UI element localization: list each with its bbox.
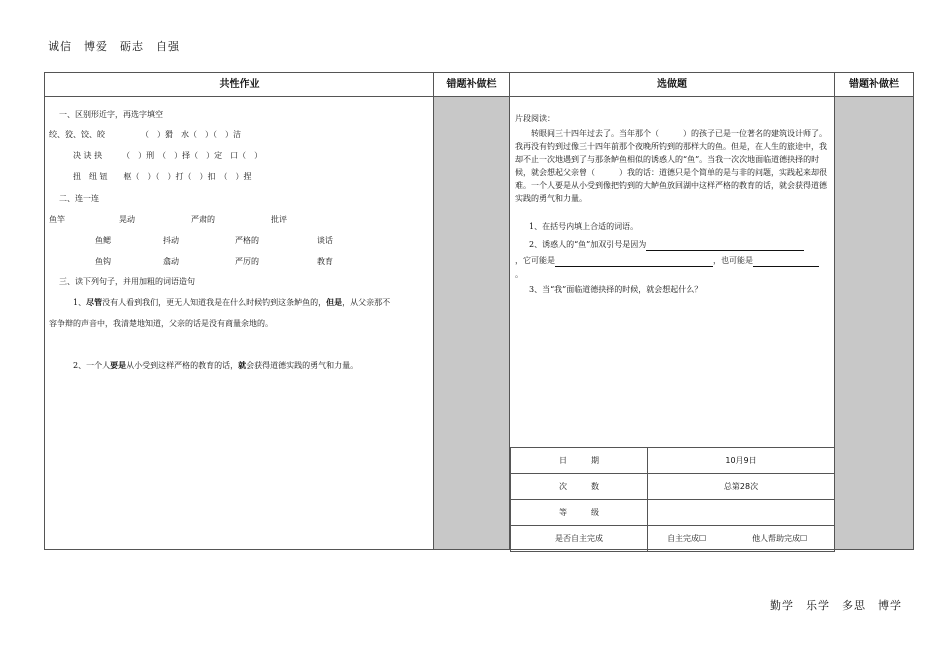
match-word: 翕动 bbox=[163, 257, 179, 266]
header-error-fix-1: 错题补做栏 bbox=[434, 73, 509, 97]
divider bbox=[433, 73, 434, 549]
header-error-fix-2: 错题补做栏 bbox=[835, 73, 913, 97]
exercise-1-row-1: 绞、狡、饺、皎 （ ）猾 水（ ）（ ）洁 bbox=[49, 130, 241, 139]
match-word: 严肃的 bbox=[191, 215, 215, 224]
section-3-title: 三、读下列句子，并用加粗的词语造句 bbox=[59, 277, 195, 286]
match-word: 谈话 bbox=[317, 236, 333, 245]
table-row bbox=[511, 526, 835, 552]
worksheet-frame bbox=[44, 72, 914, 550]
self-complete-label: 是否自主完成 bbox=[511, 526, 648, 552]
match-word: 严厉的 bbox=[235, 257, 259, 266]
grade-label: 等 级 bbox=[511, 500, 648, 526]
exercise-1-row-3: 扭 纽 钮 枢（ ）（ ）打（ ）扣 （ ）捏 bbox=[73, 172, 252, 181]
answer-blank[interactable] bbox=[646, 241, 804, 251]
reading-question-3: 3、当“我”面临道德抉择的时候，就会想起什么？ bbox=[529, 285, 703, 294]
table-row bbox=[511, 474, 835, 500]
helped-complete-checkbox[interactable]: 他人帮助完成☐ bbox=[725, 526, 834, 552]
match-word: 鱼竿 bbox=[49, 215, 65, 224]
answer-blank[interactable] bbox=[753, 257, 819, 267]
count-value: 总第28次 bbox=[648, 474, 835, 500]
section-1-title: 一、区别形近字，再选字填空 bbox=[59, 110, 163, 119]
match-word: 晃动 bbox=[119, 215, 135, 224]
reading-question-2-end: 。 bbox=[515, 270, 523, 279]
section-2-title: 二、连一连 bbox=[59, 194, 99, 203]
motto-top: 诚信 博爱 砺志 自强 bbox=[48, 40, 180, 53]
match-word: 鱼鳃 bbox=[95, 236, 111, 245]
header-optional: 选做题 bbox=[509, 73, 835, 97]
reading-question-1: 1、在括号内填上合适的词语。 bbox=[529, 222, 639, 231]
reading-question-2-line-1: 2、诱惑人的“鱼”加双引号是因为 bbox=[529, 239, 804, 251]
date-value: 10月9日 bbox=[648, 448, 835, 474]
exercise-1-row-2: 决 诀 抉 （ ）刑 （ ）择（ ）定 口（ ） bbox=[73, 151, 263, 160]
sentence-1-line-1: 1、尽管没有人看到我们，更无人知道我是在什么时候钓到这条鲈鱼的，但是，从父亲那不 bbox=[73, 297, 391, 307]
error-fix-column-1 bbox=[434, 97, 509, 549]
motto-bottom: 勤学 乐学 多思 博学 bbox=[770, 599, 902, 612]
table-row bbox=[511, 500, 835, 526]
self-complete-checkbox[interactable]: 自主完成☐ bbox=[648, 526, 726, 552]
match-word: 教育 bbox=[317, 257, 333, 266]
record-table bbox=[510, 447, 835, 552]
match-word: 严格的 bbox=[235, 236, 259, 245]
date-label: 日 期 bbox=[511, 448, 648, 474]
reading-question-2-line-2: ，它可能是 ，也可能是 bbox=[515, 255, 819, 267]
sentence-2: 2、一个人要是从小受到这样严格的教育的话，就会获得道德实践的勇气和力量。 bbox=[73, 360, 359, 370]
match-word: 鱼钩 bbox=[95, 257, 111, 266]
header-common-homework: 共性作业 bbox=[45, 73, 434, 97]
match-word: 抖动 bbox=[163, 236, 179, 245]
grade-value[interactable] bbox=[648, 500, 835, 526]
error-fix-column-2 bbox=[835, 97, 913, 549]
reading-title: 片段阅读： bbox=[515, 114, 555, 123]
count-label: 次 数 bbox=[511, 474, 648, 500]
table-row bbox=[511, 448, 835, 474]
reading-passage: 转眼间三十四年过去了。当年那个（ ）的孩子已是一位著名的建筑设计师了。我再没有钓到过像三十四年前那个夜晚所钓到的那样大的鱼。但是，在人生的旅途中，我却不止一次地遇到了与那条鲈鱼相似的诱惑人的“鱼”。当我一次次地面临道德抉择的时候，就会想起父亲曾（ ）我的话：道德只是个简单的是与非的问题，实践起来却很难。一个人要是从小受到像把钓到的大鲈鱼放回湖中这样严格的教育的话，就会获得道德实践的勇气和力量。 bbox=[515, 129, 827, 203]
match-word: 批评 bbox=[271, 215, 287, 224]
sentence-1-line-2: 容争辩的声音中，我清楚地知道，父亲的话是没有商量余地的。 bbox=[49, 319, 273, 328]
answer-blank[interactable] bbox=[555, 257, 713, 267]
